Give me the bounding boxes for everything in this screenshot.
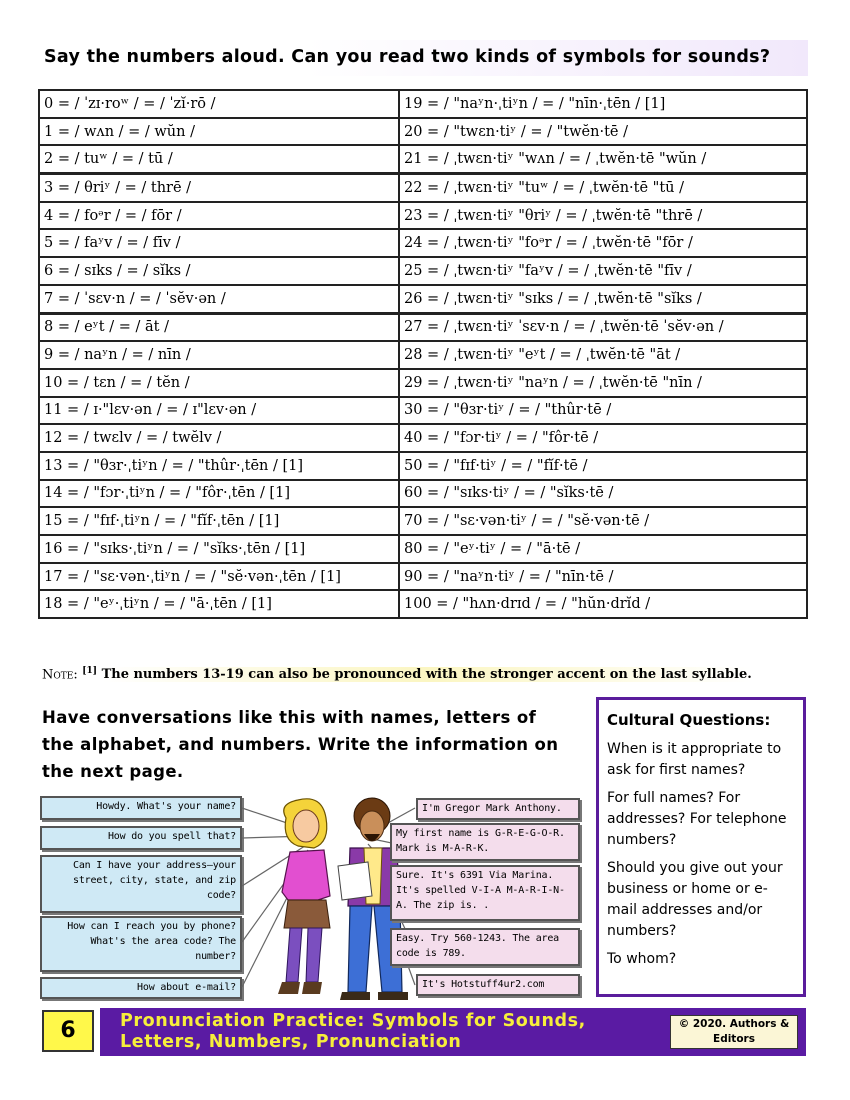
page-heading: Say the numbers aloud. Can you read two kinds of symbols for sounds? [44, 47, 771, 67]
conversation-instructions: Have conversations like this with names, letters of the alphabet, and numbers. Write the information on the next page. [42, 708, 559, 781]
table-cell-left: 13 = / "θɜr·ˌtiʸn / = / "thûr·ˌtēn / [1] [39, 452, 399, 480]
table-cell-right: 50 = / "fɪf·tiʸ / = / "fĭf·tē / [399, 452, 807, 480]
table-row [39, 452, 807, 480]
table-cell-left: 15 = / "fɪf·ˌtiʸn / = / "fĭf·ˌtēn / [1] [39, 507, 399, 535]
bubble-question-email: How about e-mail? [40, 977, 242, 999]
table-cell-left: 11 = / ɪ·"lɛv·ən / = / ɪ"lɛv·ən / [39, 397, 399, 425]
bubble-question-spell: How do you spell that? [40, 826, 242, 850]
table-row [39, 507, 807, 535]
table-cell-left: 5 = / faʸv / = / fīv / [39, 229, 399, 257]
table-cell-left: 10 = / tɛn / = / tĕn / [39, 369, 399, 397]
cultural-questions-title: Cultural Questions: [607, 711, 771, 729]
footer-title: Pronunciation Practice: Symbols for Sounds, Letters, Numbers, Pronunciation [120, 1011, 586, 1052]
bubble-answer-address: Sure. It's 6391 Via Marina. It's spelled V-I-A M-A-R-I-N-A. The zip is. . [390, 865, 580, 921]
bubble-question-phone: How can I reach you by phone? What's the area code? The number? [40, 916, 242, 972]
table-cell-right: 20 = / "twɛn·tiʸ / = / "twĕn·tē / [399, 118, 807, 146]
table-cell-right: 90 = / "naʸn·tiʸ / = / "nīn·tē / [399, 563, 807, 591]
cultural-question-4: To whom? [607, 951, 677, 967]
note-label: Note: [42, 667, 78, 683]
table-row [39, 341, 807, 369]
table-row [39, 480, 807, 508]
table-cell-right: 26 = / ˌtwɛn·tiʸ "sɪks / = / ˌtwĕn·tē "sĭks / [399, 285, 807, 313]
table-cell-right: 60 = / "sɪks·tiʸ / = / "sĭks·tē / [399, 480, 807, 508]
table-cell-left: 0 = / ˈzɪ·roʷ / = / ˈzĭ·rō / [39, 90, 399, 118]
table-cell-right: 25 = / ˌtwɛn·tiʸ "faʸv / = / ˌtwĕn·tē "fīv / [399, 257, 807, 285]
note-marker: [1] [82, 666, 98, 676]
table-cell-left: 4 = / foᵊr / = / fōr / [39, 202, 399, 230]
bubble-question-name: Howdy. What's your name? [40, 796, 242, 820]
table-cell-right: 70 = / "sɛ·vən·tiʸ / = / "sĕ·vən·tē / [399, 507, 807, 535]
table-row [39, 174, 807, 202]
table-cell-right: 22 = / ˌtwɛn·tiʸ "tuʷ / = / ˌtwĕn·tē "tū / [399, 174, 807, 202]
table-cell-right: 80 = / "eʸ·tiʸ / = / "ā·tē / [399, 535, 807, 563]
table-row [39, 563, 807, 591]
table-row [39, 145, 807, 173]
table-row [39, 90, 807, 118]
table-row [39, 535, 807, 563]
table-cell-left: 17 = / "sɛ·vən·ˌtiʸn / = / "sĕ·vən·ˌtēn / [1] [39, 563, 399, 591]
table-cell-right: 27 = / ˌtwɛn·tiʸ ˈsɛv·n / = / ˌtwĕn·tē ˈsĕv·ən / [399, 313, 807, 341]
cultural-questions-box [596, 697, 806, 997]
table-cell-right: 19 = / "naʸn·ˌtiʸn / = / "nīn·ˌtēn / [1] [399, 90, 807, 118]
table-cell-left: 9 = / naʸn / = / nīn / [39, 341, 399, 369]
number-pronunciation-table [38, 89, 808, 619]
table-cell-right: 28 = / ˌtwɛn·tiʸ "eʸt / = / ˌtwĕn·tē "āt / [399, 341, 807, 369]
table-cell-left: 2 = / tuʷ / = / tū / [39, 145, 399, 173]
bubble-question-address: Can I have your address—your street, city, state, and zip code? [40, 855, 242, 913]
table-cell-left: 14 = / "fɔr·ˌtiʸn / = / "fôr·ˌtēn / [1] [39, 480, 399, 508]
cultural-question-1: When is it appropriate to ask for first names? [607, 741, 782, 778]
table-row [39, 397, 807, 425]
table-row [39, 590, 807, 618]
table-row [39, 369, 807, 397]
table-cell-right: 29 = / ˌtwɛn·tiʸ "naʸn / = / ˌtwĕn·tē "nīn / [399, 369, 807, 397]
bubble-answer-spelling: My first name is G-R-E-G-O-R. Mark is M-A-R-K. [390, 823, 580, 861]
table-cell-left: 16 = / "sɪks·ˌtiʸn / = / "sĭks·ˌtēn / [1] [39, 535, 399, 563]
copyright-box: © 2020. Authors & Editors [670, 1015, 798, 1049]
table-cell-right: 40 = / "fɔr·tiʸ / = / "fôr·tē / [399, 424, 807, 452]
table-cell-left: 12 = / twɛlv / = / twĕlv / [39, 424, 399, 452]
table-cell-left: 8 = / eʸt / = / āt / [39, 313, 399, 341]
table-cell-right: 30 = / "θɜr·tiʸ / = / "thûr·tē / [399, 397, 807, 425]
table-row [39, 424, 807, 452]
table-cell-left: 7 = / ˈsɛv·n / = / ˈsĕv·ən / [39, 285, 399, 313]
table-cell-right: 23 = / ˌtwɛn·tiʸ "θriʸ / = / ˌtwĕn·tē "thrē / [399, 202, 807, 230]
cultural-question-3: Should you give out your business or home or e-mail addresses and/or numbers? [607, 860, 783, 939]
table-cell-right: 100 = / "hʌn·drɪd / = / "hŭn·drĭd / [399, 590, 807, 618]
table-row [39, 229, 807, 257]
table-row [39, 257, 807, 285]
bubble-answer-name: I'm Gregor Mark Anthony. [416, 798, 580, 820]
footnote [42, 666, 802, 682]
table-cell-right: 21 = / ˌtwɛn·tiʸ "wʌn / = / ˌtwĕn·tē "wŭn / [399, 145, 807, 173]
bubble-answer-phone: Easy. Try 560-1243. The area code is 789. [390, 928, 580, 966]
table-cell-left: 1 = / wʌn / = / wŭn / [39, 118, 399, 146]
bubble-answer-email: It's Hotstuff4ur2.com [416, 974, 580, 996]
table-cell-right: 24 = / ˌtwɛn·tiʸ "foᵊr / = / ˌtwĕn·tē "fōr / [399, 229, 807, 257]
table-row [39, 285, 807, 313]
table-row [39, 202, 807, 230]
cultural-question-2: For full names? For addresses? For telephone numbers? [607, 790, 787, 848]
table-cell-left: 3 = / θriʸ / = / thrē / [39, 174, 399, 202]
footer-banner [100, 1008, 806, 1056]
table-cell-left: 18 = / "eʸ·ˌtiʸn / = / "ā·ˌtēn / [1] [39, 590, 399, 618]
page-heading-band [36, 40, 808, 76]
table-row [39, 118, 807, 146]
page-number: 6 [42, 1010, 94, 1052]
note-text: The numbers 13-19 can also be pronounced with the stronger accent on the last syllable. [101, 667, 752, 683]
table-row [39, 313, 807, 341]
table-cell-left: 6 = / sɪks / = / sĭks / [39, 257, 399, 285]
